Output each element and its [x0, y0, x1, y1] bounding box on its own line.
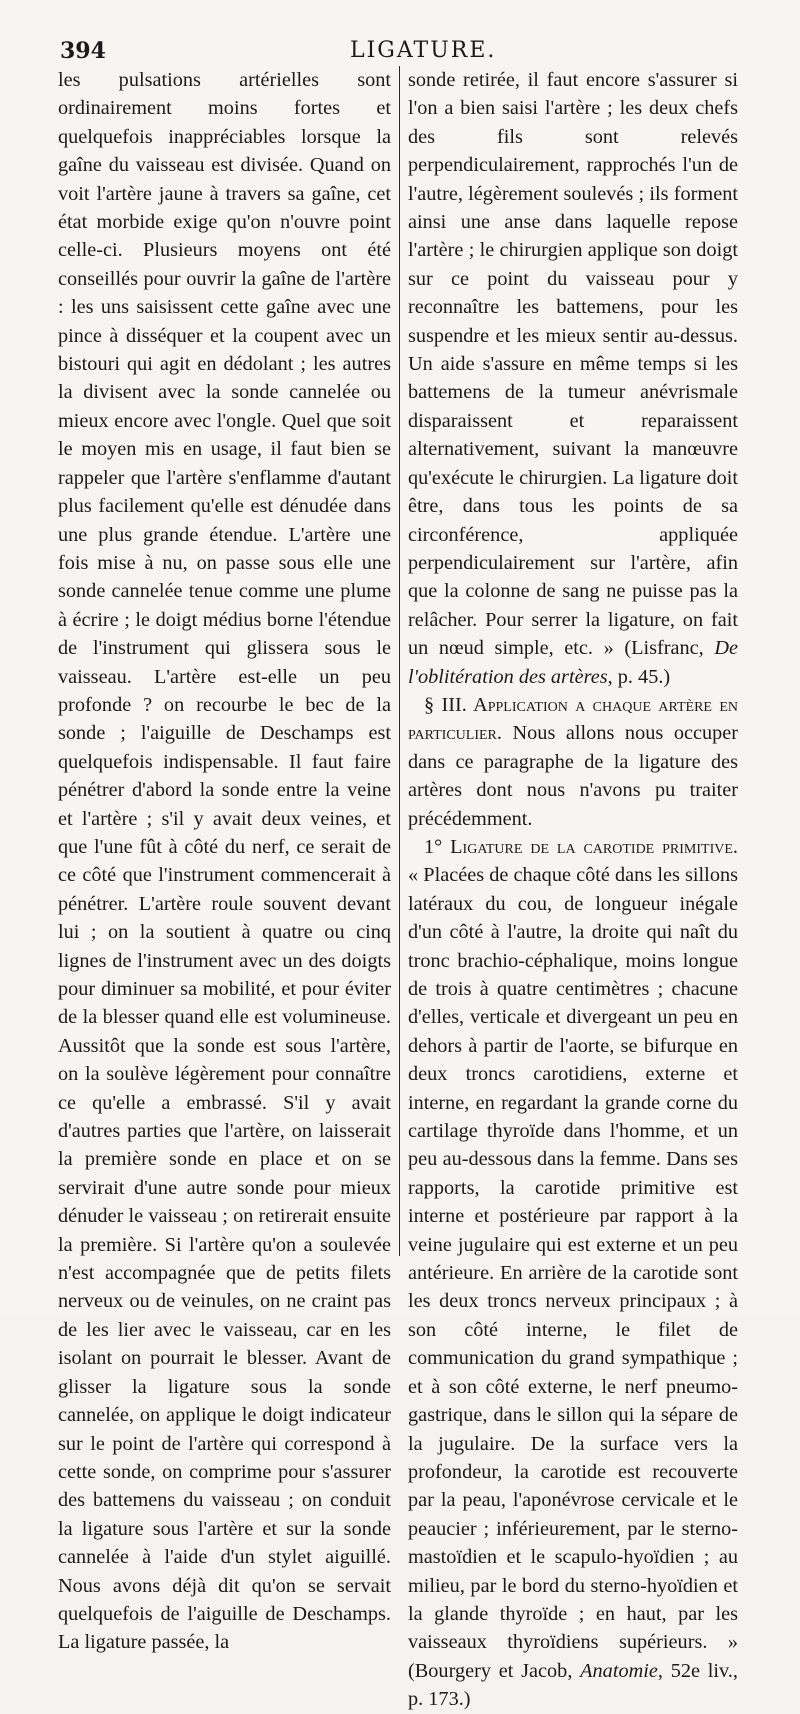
citation-title: Anatomie: [580, 1659, 658, 1682]
page-number: 394: [60, 38, 106, 64]
right-paragraph-lisfranc-quote: [408, 66, 738, 691]
citation-page: , p. 45.): [607, 665, 671, 688]
running-title: LIGATURE.: [350, 38, 497, 63]
carotid-ligature-paragraph: [408, 833, 738, 1714]
left-column: [58, 66, 391, 1657]
paragraph-text: Nous allons nous occuper dans ce paragraphe de la ligature des artères dont nous n'avons pu traiter précédemment.: [408, 722, 738, 830]
left-column-paragraph: les pulsations artérielles sont ordinairement moins fortes et quelquefois inappréciables lorsque la gaîne du vaisseau est divisée. Quand on voit l'artère jaune à travers sa gaîne, cet état morbide exige qu'on n'ouvre point celle-ci. Plusieurs moyens ont été conseillés pour ouvrir la gaîne de l'artère : les uns saisissent cette gaîne avec une pince à disséquer et la coupent avec un bistouri qui agit en dédolant ; les autres la divisent avec la sonde cannelée ou mieux encore avec l'ongle. Quel que soit le moyen mis en usage, il faut bien se rappeler que l'artère s'enflamme d'autant plus facilement qu'elle est dénudée dans une plus grande étendue. L'artère une fois mise à nu, on passe sous elle une sonde cannelée tenue comme une plume à écrire ; le doigt médius borne l'étendue de l'instrument qui glissera sous le vaisseau. L'artère est-elle un peu profonde ? on recourbe le bec de la sonde ; l'aiguille de Deschamps est quelquefois indispensable. Il faut faire pénétrer d'abord la sonde entre la veine et l'artère ; s'il y avait deux veines, et que l'une fût à côté du nerf, ce serait de ce côté que l'instrument commencerait à pénétrer. L'artère roule souvent devant lui ; on la soutient à quatre ou cinq lignes de l'instrument avec un des doigts pour diminuer sa mobilité, et pour éviter de la blesser quand elle est volumineuse. Aussitôt que la sonde est sous l'artère, on la soulève légèrement pour connaître ce qu'elle a embrassé. S'il y avait d'autres parties que l'artère, on laisserait la première sonde en place et on se servirait d'une autre sonde pour mieux dénuder le vaisseau ; on retirerait ensuite la première. Si l'artère qu'on a soulevée n'est accompagnée que de petits filets nerveux ou de veinules, on ne craint pas de les lier avec le vaisseau, car en les isolant on pourrait le blesser. Avant de glisser la ligature sous la sonde cannelée, on applique le doigt indicateur sur le point de l'artère qui correspond à cette sonde, on comprime pour s'assurer des battemens du vaisseau ; on conduit la ligature sous l'artère et sur la sonde cannelée à l'aide d'un stylet aiguillé. Nous avons déjà dit qu'on se servait quelquefois de l'aiguille de Deschamps. La ligature passée, la: [58, 69, 391, 1654]
citation-page: , 52e liv., p. 173.): [408, 1659, 738, 1711]
page-header: [60, 38, 760, 68]
subsection-heading: 1° Ligature de la carotide primitive.: [424, 835, 738, 858]
right-column: [408, 66, 738, 1714]
section-heading: § III. Application a chaque artère en particulier.: [408, 693, 738, 745]
paragraph-text: « Placées de chaque côté dans les sillons latéraux du cou, de longueur inégale d'un côté à l'autre, la droite qui naît du tronc brachio-céphalique, moins longue de trois à quatre centimètres ; chacune d'elles, verticale et divergeant un peu en dehors à partir de l'aorte, se bifurque en deux troncs carotidiens, externe et interne, en regardant la grande corne du cartilage thyroïde dans l'homme, et un peu au-dessous dans la femme. Dans ses rapports, la carotide primitive est interne et postérieure par rapport à la veine jugulaire qui est externe et un peu antérieure. En arrière de la carotide sont les deux troncs nerveux principaux ; à son côté interne, le filet de communication du grand sympathique ; et à son côté externe, le nerf pneumo-gastrique, dans le sillon qui la sépare de la jugulaire. De la surface vers la profondeur, la carotide est recouverte par la peau, l'aponévrose cervicale et le peaucier ; inférieurement, par le sterno-mastoïdien et le scapulo-hyoïdien ; au milieu, par le bord du sterno-hyoïdien et la glande thyroïde ; en haut, par les vaisseaux thyroïdiens supérieurs. » (Bourgery et Jacob,: [408, 864, 738, 1682]
citation-title: De l'oblitération des artères: [408, 637, 738, 688]
section-application-paragraph: [408, 691, 738, 833]
column-divider: [399, 66, 400, 1256]
paragraph-text: sonde retirée, il faut encore s'assurer si l'on a bien saisi l'artère ; les deux chefs des fils sont relevés perpendiculairement, rapprochés l'un de l'autre, légèrement soulevés ; ils forment ainsi une anse dans laquelle repose l'artère ; le chirurgien applique son doigt sur ce point du vaisseau pour y reconnaître les battemens, pour les suspendre et les mieux sentir au-dessus. Un aide s'assure en même temps si les battemens de la tumeur anévrismale disparaissent et reparaissent alternativement, suivant la manœuvre qu'exécute le chirurgien. La ligature doit être, dans tous les points de sa circonférence, appliquée perpendiculairement sur l'artère, afin que la colonne de sang ne puisse pas la relâcher. Pour serrer la ligature, on fait un nœud simple, etc. » (Lisfranc,: [408, 69, 738, 660]
